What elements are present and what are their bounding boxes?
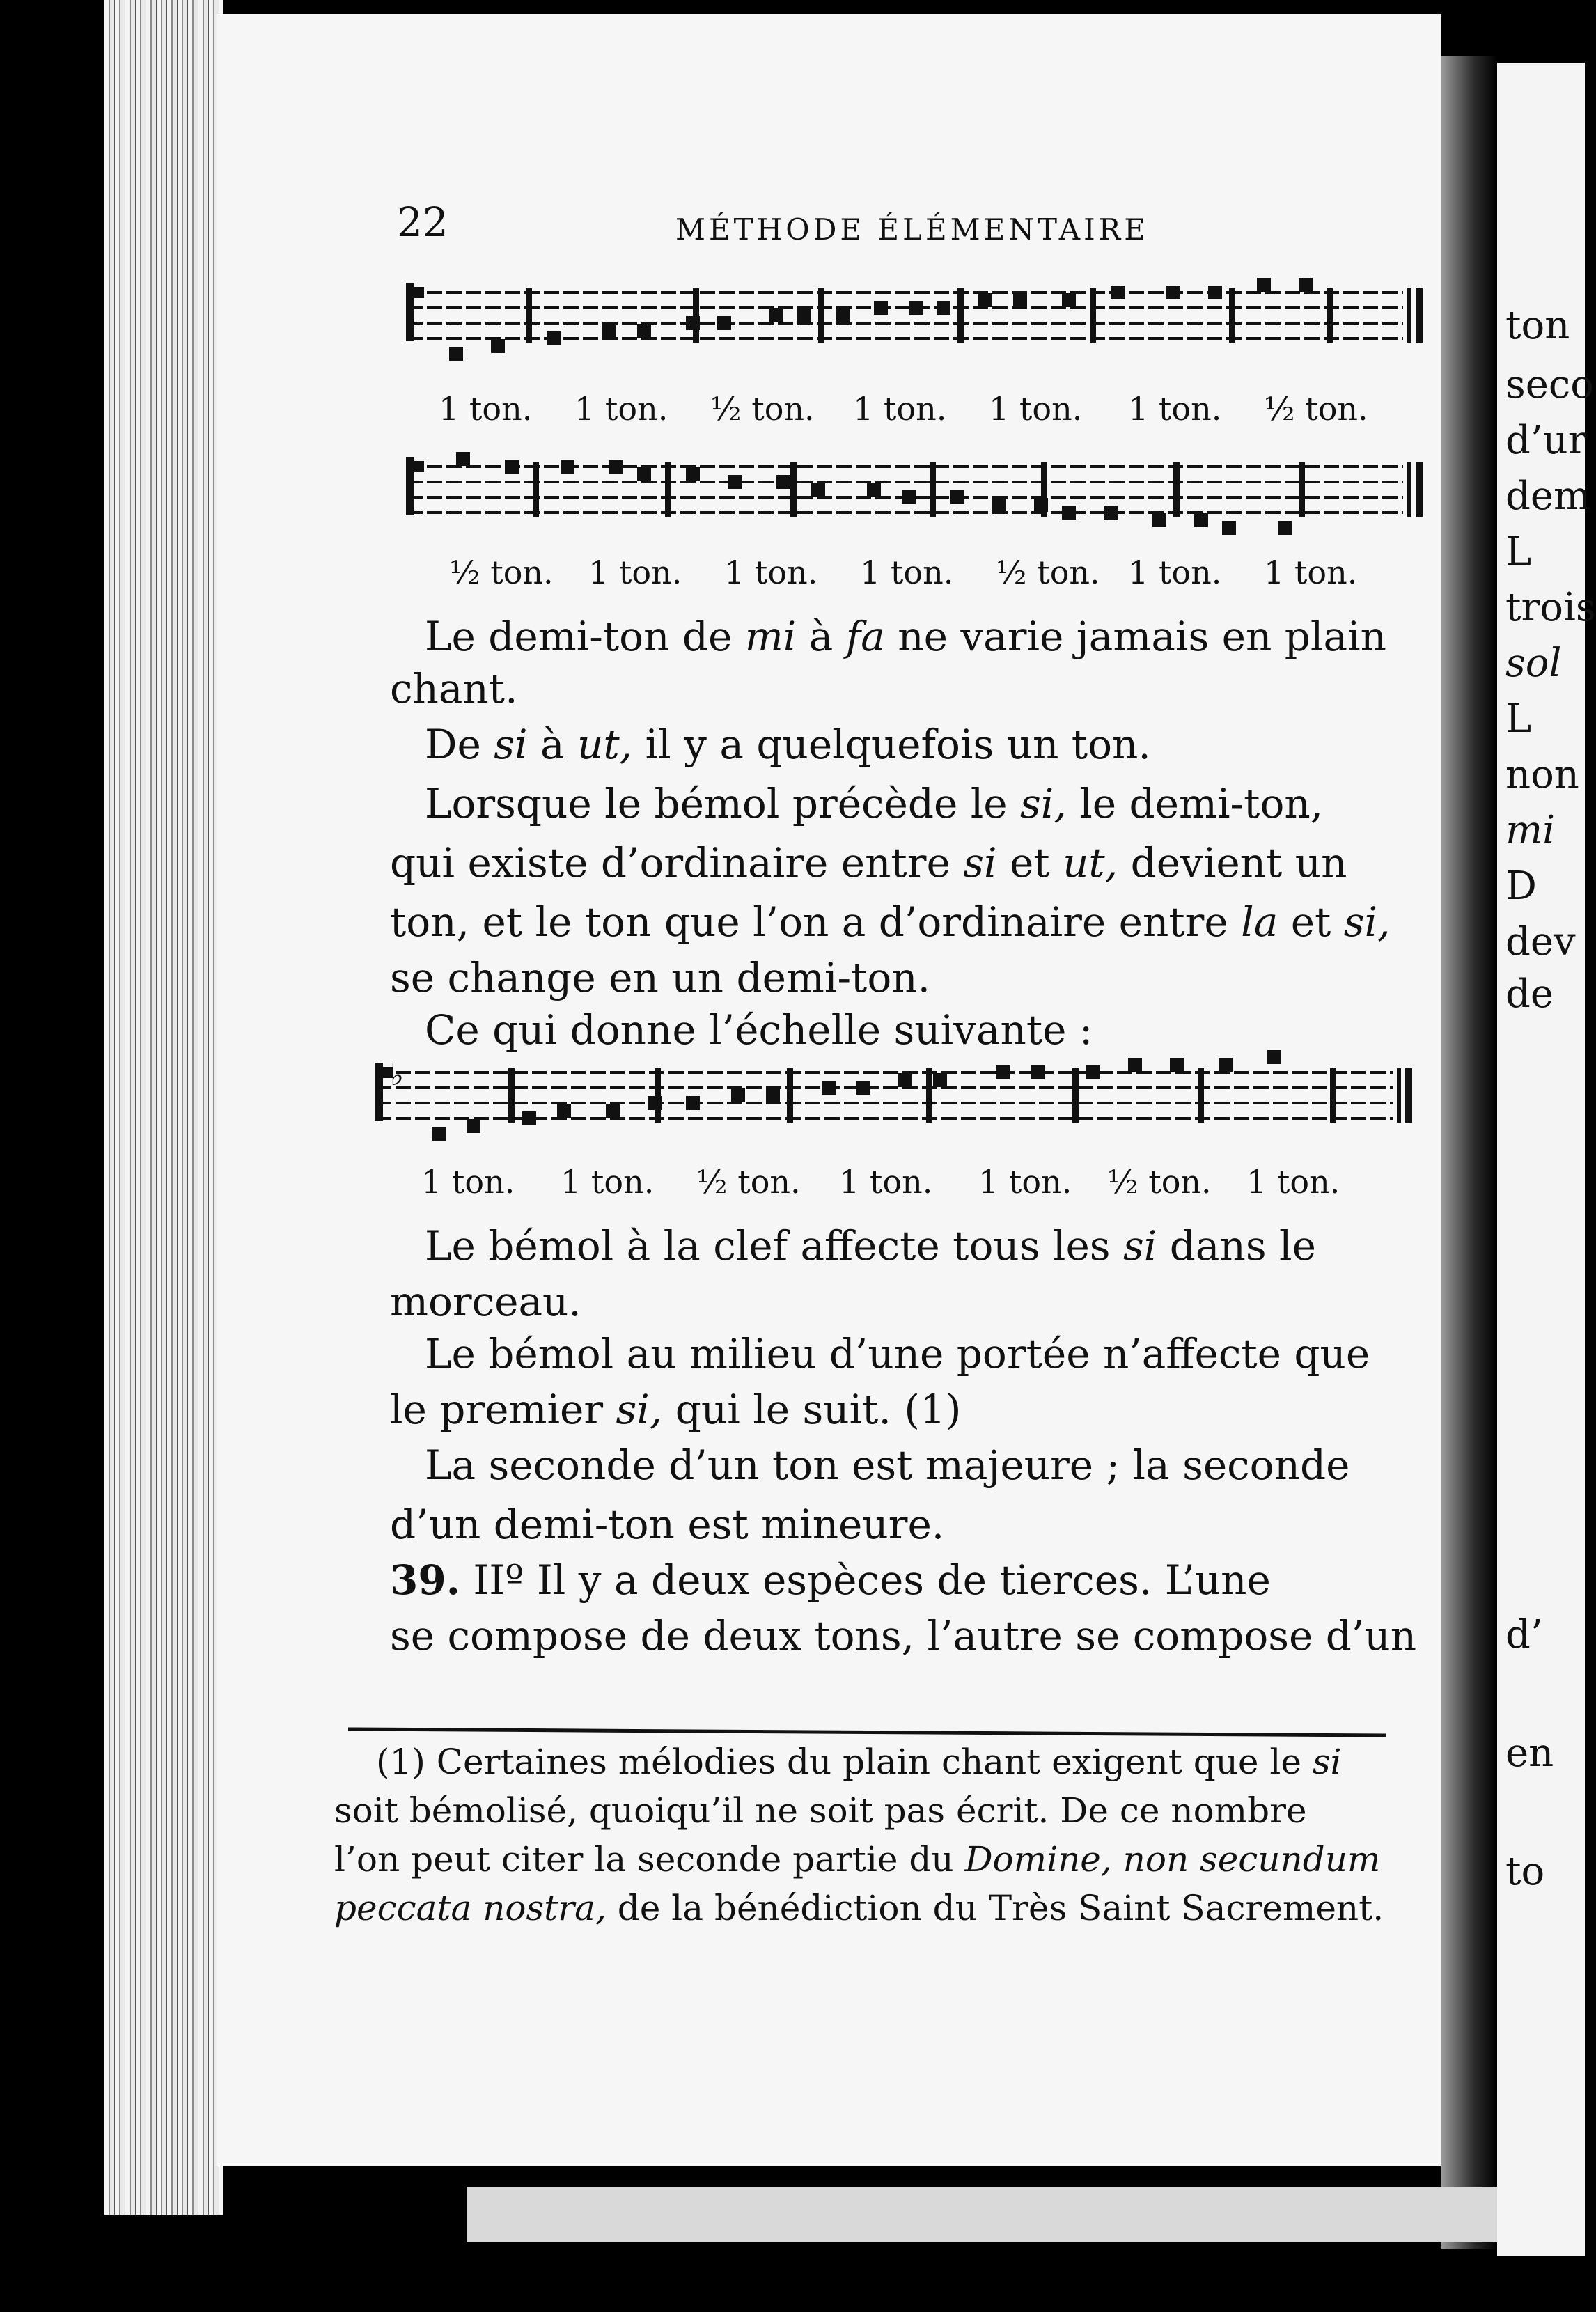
tone-label: ½ ton. bbox=[996, 554, 1100, 591]
facing-fragment: to bbox=[1505, 1849, 1545, 1894]
neume-note bbox=[867, 483, 881, 497]
bar-line bbox=[1072, 1068, 1079, 1123]
final-bar bbox=[1407, 288, 1411, 343]
staff-1-tone-labels bbox=[439, 390, 1414, 432]
tone-label: ½ ton. bbox=[1264, 390, 1368, 428]
neume-note bbox=[1128, 1058, 1142, 1072]
tone-label: 1 ton. bbox=[853, 390, 947, 428]
facing-fragment: de bbox=[1505, 971, 1554, 1017]
neume-note bbox=[449, 347, 463, 361]
neume-note bbox=[717, 316, 731, 330]
text-line: chant. bbox=[390, 665, 518, 712]
bar-line bbox=[655, 1068, 661, 1123]
facing-fragment: en bbox=[1505, 1731, 1554, 1776]
text-line: ton, et le ton que l’on a d’ordinaire entre la et si, bbox=[390, 898, 1391, 946]
facing-fragment: sol bbox=[1505, 641, 1562, 686]
neume-note bbox=[950, 490, 964, 504]
page-edges bbox=[104, 0, 223, 2215]
neume-note bbox=[1166, 286, 1180, 299]
tone-label: ½ ton. bbox=[696, 1163, 801, 1201]
neume-note bbox=[557, 1104, 571, 1118]
facing-page bbox=[1497, 63, 1596, 2256]
tone-label: 1 ton. bbox=[860, 554, 954, 591]
facing-fragment: d’ bbox=[1505, 1612, 1543, 1657]
neume-note bbox=[547, 331, 561, 345]
bar-line bbox=[1090, 288, 1096, 343]
staff-3-notation bbox=[369, 1045, 1414, 1163]
facing-fragment: dem bbox=[1505, 474, 1591, 519]
bar-line bbox=[790, 462, 797, 517]
final-bar bbox=[1416, 462, 1423, 517]
text-line: se compose de deux tons, l’autre se compose d’un bbox=[390, 1612, 1417, 1659]
tone-label: 1 ton. bbox=[561, 1163, 655, 1201]
neume-note bbox=[606, 1104, 620, 1118]
bar-line bbox=[533, 462, 539, 517]
text-line: d’un demi-ton est mineure. bbox=[390, 1501, 945, 1548]
neume-note bbox=[811, 483, 825, 497]
neume-note bbox=[978, 293, 992, 307]
tone-label: 1 ton. bbox=[1128, 390, 1222, 428]
neume-note bbox=[648, 1096, 662, 1110]
neume-note bbox=[1278, 521, 1292, 535]
neume-note bbox=[637, 467, 651, 481]
tone-label: ½ ton. bbox=[710, 390, 815, 428]
neume-note bbox=[856, 1081, 870, 1095]
neume-note bbox=[1062, 506, 1076, 520]
text-line: Lorsque le bémol précède le si, le demi-ton, bbox=[425, 780, 1324, 827]
tone-label: 1 ton. bbox=[1128, 554, 1222, 591]
neume-note bbox=[686, 467, 700, 481]
bar-line bbox=[1229, 288, 1235, 343]
final-bar bbox=[1397, 1068, 1401, 1123]
text-line: De si à ut, il y a quelquefois un ton. bbox=[425, 721, 1151, 768]
text-line: Ce qui donne l’échelle suivante : bbox=[425, 1006, 1093, 1054]
neume-note bbox=[432, 1127, 446, 1141]
tone-label: 1 ton. bbox=[588, 554, 682, 591]
neume-note bbox=[1086, 1065, 1100, 1079]
page-bottom-edge bbox=[467, 2187, 1497, 2242]
neume-note bbox=[1267, 1050, 1281, 1064]
tone-label: 1 ton. bbox=[1264, 554, 1358, 591]
text-line: morceau. bbox=[390, 1278, 581, 1325]
neume-note bbox=[1257, 278, 1271, 292]
neume-note bbox=[456, 452, 470, 466]
footnote-line: l’on peut citer la seconde partie du Domine, non secundum bbox=[334, 1839, 1381, 1880]
footnote-line: soit bémolisé, quoiqu’il ne soit pas écrit. De ce nombre bbox=[334, 1790, 1307, 1831]
tone-label: 1 ton. bbox=[439, 390, 533, 428]
neume-note bbox=[1222, 521, 1236, 535]
neume-note bbox=[1299, 278, 1313, 292]
neume-note bbox=[467, 1119, 480, 1133]
neume-note bbox=[686, 316, 700, 330]
staff-3-tone-labels bbox=[421, 1163, 1396, 1205]
final-bar bbox=[1405, 1068, 1412, 1123]
text-line: 39. IIº Il y a deux espèces de tierces. L’une bbox=[390, 1556, 1271, 1604]
final-bar bbox=[1416, 288, 1423, 343]
staff-2-notation bbox=[400, 432, 1424, 550]
neume-note bbox=[609, 460, 623, 474]
bar-line bbox=[1330, 1068, 1336, 1123]
neume-note bbox=[602, 324, 616, 338]
bar-line bbox=[926, 1068, 932, 1123]
facing-fragment: non bbox=[1505, 752, 1579, 797]
staff-2-tone-labels bbox=[449, 554, 1424, 595]
neume-note bbox=[836, 308, 850, 322]
neume-note bbox=[561, 460, 574, 474]
facing-fragment: L bbox=[1505, 696, 1532, 742]
facing-fragment: mi bbox=[1505, 808, 1556, 853]
neume-note bbox=[769, 308, 783, 322]
neume-note bbox=[776, 475, 790, 489]
bar-line bbox=[1198, 1068, 1204, 1123]
neume-note bbox=[992, 498, 1006, 512]
tone-label: 1 ton. bbox=[839, 1163, 933, 1201]
bar-line bbox=[1327, 288, 1333, 343]
tone-label: 1 ton. bbox=[724, 554, 818, 591]
staff-3 bbox=[369, 1045, 1393, 1149]
neume-note bbox=[1152, 513, 1166, 527]
clef-mark bbox=[375, 1063, 383, 1121]
flat-sign: ♭ bbox=[390, 1058, 404, 1092]
facing-fragment: D bbox=[1505, 864, 1537, 909]
staff-2 bbox=[400, 432, 1424, 536]
neume-note bbox=[1111, 286, 1125, 299]
facing-fragment: d’ur bbox=[1505, 418, 1587, 463]
tone-label: 1 ton. bbox=[989, 390, 1083, 428]
text-line: Le demi-ton de mi à fa ne varie jamais en plain bbox=[425, 613, 1386, 660]
bar-line bbox=[930, 462, 936, 517]
neume-note bbox=[902, 490, 916, 504]
clef-mark bbox=[406, 283, 414, 341]
footnote-line: peccata nostra, de la bénédiction du Très Saint Sacrement. bbox=[334, 1888, 1384, 1928]
neume-note bbox=[522, 1111, 536, 1125]
neume-note bbox=[1194, 513, 1208, 527]
tone-label: 1 ton. bbox=[421, 1163, 515, 1201]
footnote-line: (1) Certaines mélodies du plain chant exigent que le si bbox=[376, 1742, 1342, 1782]
neume-note bbox=[637, 324, 651, 338]
neume-note bbox=[686, 1096, 700, 1110]
bar-line bbox=[818, 288, 824, 343]
tone-label: ½ ton. bbox=[449, 554, 554, 591]
neume-note bbox=[766, 1088, 780, 1102]
neume-note bbox=[933, 1073, 947, 1087]
facing-fragment: L bbox=[1505, 529, 1532, 575]
page-header bbox=[397, 198, 1177, 254]
bar-line bbox=[957, 288, 964, 343]
section-number: 39. bbox=[390, 1556, 460, 1604]
clef-mark bbox=[414, 287, 424, 298]
neume-note bbox=[874, 301, 888, 315]
clef-mark bbox=[406, 457, 414, 515]
bar-line bbox=[693, 288, 699, 343]
bar-line bbox=[1299, 462, 1305, 517]
facing-fragment: seco bbox=[1505, 362, 1594, 407]
staff-1 bbox=[400, 268, 1424, 373]
tone-label: 1 ton. bbox=[574, 390, 668, 428]
neume-note bbox=[731, 1088, 745, 1102]
running-head: MÉTHODE ÉLÉMENTAIRE bbox=[675, 212, 1149, 247]
text-line: La seconde d’un ton est majeure ; la seconde bbox=[425, 1442, 1350, 1489]
facing-fragment: ton bbox=[1505, 303, 1570, 348]
neume-note bbox=[1219, 1058, 1233, 1072]
staff-1-notation bbox=[400, 268, 1424, 373]
neume-note bbox=[1170, 1058, 1184, 1072]
bar-line bbox=[1173, 462, 1180, 517]
neume-note bbox=[996, 1065, 1010, 1079]
gutter-shadow bbox=[1441, 56, 1497, 2249]
neume-note bbox=[937, 301, 950, 315]
text-line: Le bémol au milieu d’une portée n’affecte que bbox=[425, 1330, 1370, 1377]
neume-note bbox=[1104, 506, 1118, 520]
neume-note bbox=[898, 1073, 912, 1087]
neume-note bbox=[797, 308, 811, 322]
neume-note bbox=[505, 460, 519, 474]
text-line: le premier si, qui le suit. (1) bbox=[390, 1386, 962, 1433]
bar-line bbox=[665, 462, 671, 517]
neume-note bbox=[909, 301, 923, 315]
tone-label: ½ ton. bbox=[1107, 1163, 1212, 1201]
neume-note bbox=[491, 339, 505, 353]
tone-label: 1 ton. bbox=[1246, 1163, 1340, 1201]
text-line: Le bémol à la clef affecte tous les si dans le bbox=[425, 1222, 1316, 1270]
neume-note bbox=[1034, 498, 1048, 512]
neume-note bbox=[728, 475, 742, 489]
neume-note bbox=[1208, 286, 1222, 299]
neume-note bbox=[1013, 293, 1027, 307]
facing-fragment: trois bbox=[1505, 585, 1596, 630]
bar-line bbox=[526, 288, 532, 343]
neume-note bbox=[1031, 1065, 1045, 1079]
neume-note bbox=[1062, 293, 1076, 307]
clef-mark bbox=[414, 461, 424, 472]
text-line: qui existe d’ordinaire entre si et ut, devient un bbox=[390, 839, 1347, 886]
neume-note bbox=[822, 1081, 836, 1095]
text-line: se change en un demi-ton. bbox=[390, 954, 931, 1001]
final-bar bbox=[1407, 462, 1411, 517]
page-number: 22 bbox=[397, 198, 448, 246]
tone-label: 1 ton. bbox=[978, 1163, 1072, 1201]
facing-fragment: dev bbox=[1505, 919, 1576, 964]
bar-line bbox=[508, 1068, 515, 1123]
bar-line bbox=[787, 1068, 793, 1123]
